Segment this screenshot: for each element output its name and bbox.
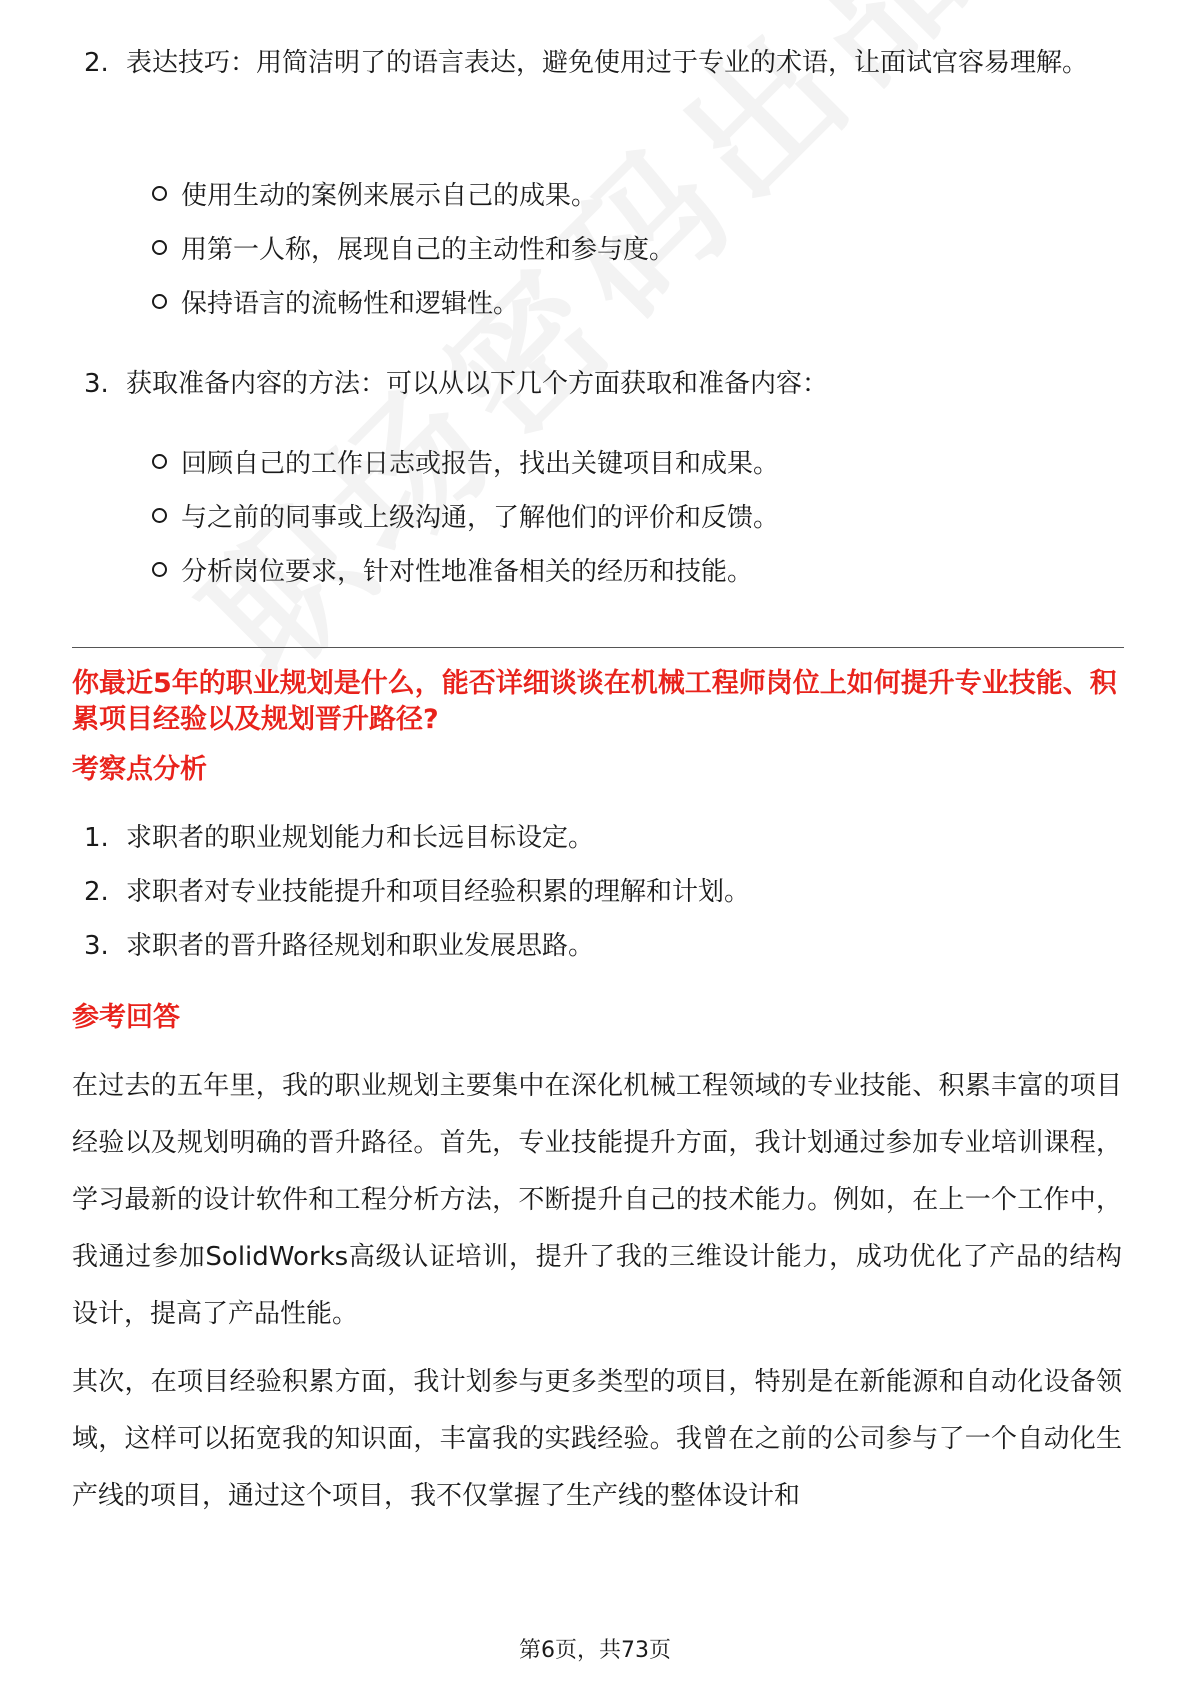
answer-paragraph: 在过去的五年里，我的职业规划主要集中在深化机械工程领域的专业技能、积累丰富的项目经验以及规划明确的晋升路径。首先，专业技能提升方面，我计划通过参加专业培训课程，学习最新的设计软件和工程分析方法，不断提升自己的技术能力。例如，在上一个工作中，我通过参加SolidWorks高级认证培训，提升了我的三维设计能力，成功优化了产品的结构设计，提高了产品性能。 (72, 1071, 1122, 1329)
list-text: 获取准备内容的方法：可以从以下几个方面获取和准备内容： (126, 369, 829, 399)
bullet-item (152, 500, 779, 536)
list-number: 1. (84, 823, 109, 853)
bullet-text: 保持语言的流畅性和逻辑性。 (181, 289, 520, 319)
analysis-heading: 考察点分析 (72, 754, 207, 785)
list-number: 2. (84, 48, 109, 78)
list-text: 求职者的职业规划能力和长远目标设定。 (126, 823, 595, 853)
bullet-circle-icon (152, 508, 167, 523)
bullet-item (152, 446, 779, 482)
list-number: 2. (84, 877, 109, 907)
bullet-item (152, 232, 675, 268)
bullet-text: 分析岗位要求，针对性地准备相关的经历和技能。 (181, 557, 754, 587)
section-divider (72, 647, 1124, 648)
bullet-text: 回顾自己的工作日志或报告，找出关键项目和成果。 (181, 449, 780, 479)
bullet-text: 与之前的同事或上级沟通，了解他们的评价和反馈。 (181, 503, 780, 533)
page-number: 第6页，共73页 (519, 1638, 671, 1663)
bullet-item (152, 286, 519, 322)
bullet-circle-icon (152, 562, 167, 577)
bullet-item (152, 554, 753, 590)
bullet-circle-icon (152, 186, 167, 201)
list-number: 3. (84, 369, 109, 399)
bullet-circle-icon (152, 294, 167, 309)
list-text: 表达技巧：用简洁明了的语言表达，避免使用过于专业的术语，让面试官容易理解。 (126, 48, 1089, 78)
answer-heading: 参考回答 (72, 1002, 180, 1033)
bullet-circle-icon (152, 240, 167, 255)
list-number: 3. (84, 931, 109, 961)
bullet-text: 用第一人称，展现自己的主动性和参与度。 (181, 235, 676, 265)
list-text: 求职者对专业技能提升和项目经验积累的理解和计划。 (126, 877, 751, 907)
answer-paragraph: 其次，在项目经验积累方面，我计划参与更多类型的项目，特别是在新能源和自动化设备领域，这样可以拓宽我的知识面，丰富我的实践经验。我曾在之前的公司参与了一个自动化生产线的项目，通过这个项目，我不仅掌握了生产线的整体设计和 (72, 1367, 1122, 1511)
bullet-text: 使用生动的案例来展示自己的成果。 (181, 181, 598, 211)
question-title: 你最近5年的职业规划是什么，能否详细谈谈在机械工程师岗位上如何提升专业技能、积累项目经验以及规划晋升路径? (72, 668, 1117, 735)
list-text: 求职者的晋升路径规划和职业发展思路。 (126, 931, 595, 961)
bullet-circle-icon (152, 454, 167, 469)
bullet-item (152, 178, 597, 214)
